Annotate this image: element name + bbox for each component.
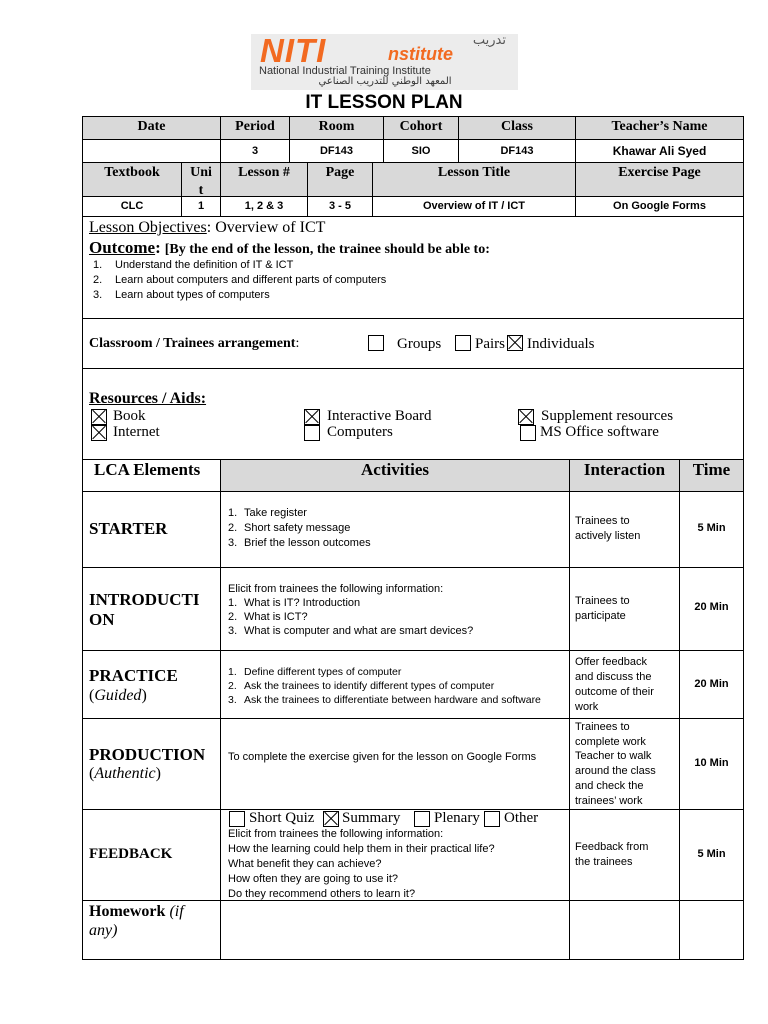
interaction-line: complete work [575, 735, 646, 748]
header-interaction-label: Interaction [583, 460, 666, 479]
value-unit: 1 [181, 196, 221, 217]
groups-checkbox[interactable] [368, 335, 384, 351]
feedback-activities [220, 809, 570, 901]
starter-interaction [569, 491, 680, 568]
computers-checkbox[interactable] [304, 425, 320, 441]
objectives-section [82, 216, 744, 319]
header-activities-label: Activities [361, 460, 429, 479]
header-lca-elements-label: LCA Elements [94, 460, 201, 479]
production-activities [220, 718, 570, 810]
interaction-line: trainees’ work [575, 794, 643, 807]
production-interaction-text [575, 720, 656, 808]
activity-text: Take register [244, 507, 307, 519]
header-lesson-number: Lesson # [220, 162, 308, 197]
pairs-checkbox[interactable] [455, 335, 471, 351]
objective-text: Learn about computers and different parts of computers [115, 274, 387, 286]
objective-text: Learn about types of computers [115, 289, 270, 301]
groups-label: Groups [397, 336, 442, 352]
practice-activity-list [228, 665, 541, 707]
homework-sub-line2: any) [89, 922, 118, 939]
interaction-line: Trainees to [575, 721, 630, 733]
homework-time [679, 900, 744, 960]
header-unit-line1: Uni [190, 165, 212, 180]
objectives-value: : Overview of ICT [206, 219, 326, 236]
other-label: Other [504, 810, 539, 826]
book-checkbox[interactable] [91, 409, 107, 425]
practice-interaction [569, 650, 680, 719]
starter-label: STARTER [89, 519, 168, 538]
introduction-activities [220, 567, 570, 651]
practice-cell [82, 650, 221, 719]
header-textbook: Textbook [82, 162, 182, 197]
objectives-label: Lesson Objectives [89, 219, 207, 236]
outcome-text: [By the end of the lesson, the trainee should be able to: [164, 242, 490, 257]
objective-text: Understand the definition of IT & ICT [115, 259, 294, 271]
practice-time-value: 20 Min [694, 678, 729, 690]
practice-sub: Guided [94, 687, 142, 704]
header-activities [220, 459, 570, 492]
starter-time-value: 5 Min [697, 522, 726, 534]
feedback-lines [228, 827, 495, 902]
resources-label: Resources / Aids: [89, 390, 207, 407]
practice-label: PRACTICE [89, 666, 178, 685]
value-lesson-number: 1, 2 & 3 [220, 196, 308, 217]
list-item: 1. Take register [228, 507, 307, 519]
interaction-line: the trainees [575, 856, 633, 868]
introduction-cell [82, 567, 221, 651]
introduction-intro: Elicit from trainees the following information: [228, 583, 444, 595]
feedback-line: Do they recommend others to learn it? [228, 888, 416, 900]
plenary-label: Plenary [434, 810, 480, 826]
arrangement-section [82, 318, 744, 369]
starter-interaction-text [575, 514, 640, 544]
computers-label: Computers [327, 424, 393, 440]
paren-close: ) [155, 765, 161, 782]
header-page: Page [307, 162, 373, 197]
header-exercise-page: Exercise Page [575, 162, 744, 197]
interaction-line: around the class [575, 765, 656, 778]
short-quiz-label: Short Quiz [249, 810, 315, 826]
starter-activities [220, 491, 570, 568]
page-title: IT LESSON PLAN [305, 92, 463, 113]
header-lesson-title: Lesson Title [372, 162, 576, 197]
header-class: Class [458, 116, 576, 140]
list-item: 2. What is ICT? [228, 611, 308, 623]
production-interaction [569, 718, 680, 810]
logo-brand-suffix: nstitute [388, 44, 453, 64]
list-item: 3. Learn about types of computers [93, 289, 270, 301]
internet-checkbox[interactable] [91, 425, 107, 441]
list-item: 2. Ask the trainees to identify different types of computer [228, 680, 495, 692]
objectives-list [93, 258, 386, 303]
introduction-time [679, 567, 744, 651]
starter-cell [82, 491, 221, 568]
header-teacher-name: Teacher’s Name [575, 116, 744, 140]
summary-label: Summary [342, 810, 401, 826]
production-time [679, 718, 744, 810]
production-cell [82, 718, 221, 810]
practice-sublabel [89, 687, 147, 705]
feedback-label: FEEDBACK [89, 846, 173, 862]
interactive-board-checkbox[interactable] [304, 409, 320, 425]
book-label: Book [113, 408, 146, 424]
value-class: DF143 [458, 139, 576, 163]
internet-label: Internet [113, 424, 160, 440]
other-checkbox[interactable] [484, 811, 500, 827]
header-cohort: Cohort [383, 116, 459, 140]
interaction-line: Teacher to walk [575, 750, 652, 763]
header-time-label: Time [692, 460, 731, 479]
activity-text: Brief the lesson outcomes [244, 537, 371, 549]
interaction-line: Offer feedback [575, 656, 647, 668]
value-textbook: CLC [82, 196, 182, 217]
header-room: Room [289, 116, 384, 140]
list-item: 3. Brief the lesson outcomes [228, 537, 371, 549]
feedback-interaction [569, 809, 680, 901]
header-interaction [569, 459, 680, 492]
activity-text: What is computer and what are smart devices? [244, 625, 474, 637]
interaction-line: and discuss the [575, 671, 652, 683]
short-quiz-checkbox[interactable] [229, 811, 245, 827]
production-activity-text: To complete the exercise given for the lesson on Google Forms [228, 751, 537, 763]
value-date [82, 139, 221, 163]
value-cohort: SIO [383, 139, 459, 163]
introduction-time-value: 20 Min [694, 601, 729, 613]
value-page: 3 - 5 [307, 196, 373, 217]
header-date: Date [82, 116, 221, 140]
activity-text: What is ICT? [244, 611, 308, 623]
logo-subtitle: National Industrial Training Institute [259, 65, 431, 77]
practice-time [679, 650, 744, 719]
value-period: 3 [220, 139, 290, 163]
interaction-line: participate [575, 610, 626, 622]
header-unit-line2: t [198, 183, 204, 198]
homework-activities [220, 900, 570, 960]
logo-brand: NITI [260, 34, 327, 69]
list-item: 2. Short safety message [228, 522, 351, 534]
activity-text: Ask the trainees to differentiate between hardware and software [244, 694, 541, 706]
starter-activity-list [228, 506, 371, 551]
feedback-time [679, 809, 744, 901]
interactive-board-label: Interactive Board [327, 408, 432, 424]
value-room: DF143 [289, 139, 384, 163]
niti-logo [251, 34, 518, 90]
production-sub: Authentic [94, 765, 156, 782]
paren-open: ( [89, 687, 95, 704]
homework-cell [82, 900, 221, 960]
arrangement-line [89, 335, 299, 353]
interaction-line: Trainees to [575, 595, 630, 607]
interaction-line: and check the [575, 779, 644, 792]
header-period: Period [220, 116, 290, 140]
header-lca-elements [82, 459, 221, 492]
list-item: 1. Understand the definition of IT & ICT [93, 259, 294, 271]
practice-interaction-text [575, 655, 654, 715]
summary-checkbox[interactable] [323, 811, 339, 827]
feedback-interaction-text [575, 840, 648, 870]
interaction-line: Feedback from [575, 841, 649, 853]
header-time [679, 459, 744, 492]
ms-office-checkbox[interactable] [520, 425, 536, 441]
paren-open: ( [89, 765, 95, 782]
feedback-line: What benefit they can achieve? [228, 858, 382, 870]
logo-arabic-subtitle: المعهد الوطني للتدريب الصناعي [318, 76, 452, 87]
outcome-line [89, 238, 490, 260]
feedback-line: Elicit from trainees the following information: [228, 828, 444, 840]
individuals-label: Individuals [527, 336, 595, 352]
introduction-label [89, 590, 200, 630]
plenary-checkbox[interactable] [414, 811, 430, 827]
introduction-interaction-text [575, 594, 630, 624]
feedback-line: How the learning could help them in their practical life? [228, 843, 495, 855]
list-item: 3. Ask the trainees to differentiate between hardware and software [228, 694, 541, 706]
individuals-checkbox[interactable] [507, 335, 523, 351]
introduction-interaction [569, 567, 680, 651]
starter-time [679, 491, 744, 568]
objectives-line [89, 219, 325, 237]
value-lesson-title: Overview of IT / ICT [372, 196, 576, 217]
header-unit [181, 162, 221, 197]
feedback-line: How often they are going to use it? [228, 873, 398, 885]
list-item: 2. Learn about computers and different parts of computers [93, 274, 387, 286]
arrangement-label: Classroom / Trainees arrangement [89, 336, 296, 351]
activity-text: Short safety message [244, 522, 351, 534]
ms-office-label: MS Office software [540, 424, 659, 440]
supplement-resources-checkbox[interactable] [518, 409, 534, 425]
homework-sub-line1: (if [169, 903, 184, 920]
feedback-time-value: 5 Min [697, 848, 726, 860]
resources-section [82, 368, 744, 460]
list-item: 1. What is IT? Introduction [228, 597, 361, 609]
interaction-line: work [575, 701, 599, 713]
practice-activities [220, 650, 570, 719]
paren-close: ) [141, 687, 147, 704]
list-item: 1. Define different types of computer [228, 666, 402, 678]
value-teacher-name: Khawar Ali Syed [575, 139, 744, 163]
list-item: 3. What is computer and what are smart devices? [228, 625, 474, 637]
homework-interaction [569, 900, 680, 960]
feedback-cell [82, 809, 221, 901]
introduction-label-line1: INTRODUCTI [89, 590, 200, 609]
introduction-label-line2: ON [89, 610, 115, 629]
production-time-value: 10 Min [694, 757, 729, 769]
production-label: PRODUCTION [89, 745, 206, 764]
value-exercise-page: On Google Forms [575, 196, 744, 217]
pairs-label: Pairs [475, 336, 505, 352]
production-sublabel [89, 765, 161, 783]
interaction-line: Trainees to [575, 515, 630, 527]
activity-text: Ask the trainees to identify different types of computer [244, 680, 495, 692]
interaction-line: actively listen [575, 530, 641, 542]
outcome-label: Outcome [89, 238, 156, 257]
interaction-line: outcome of their [575, 686, 654, 698]
homework-label [89, 902, 184, 940]
activity-text: Define different types of computer [244, 666, 402, 678]
activity-text: What is IT? Introduction [244, 597, 361, 609]
outcome-colon: : [155, 238, 161, 257]
homework-name: Homework [89, 903, 166, 920]
introduction-activity-list [228, 582, 473, 638]
arrangement-colon: : [295, 336, 300, 351]
logo-arabic-top: تدريب [472, 34, 506, 48]
supplement-resources-label: Supplement resources [541, 408, 674, 424]
